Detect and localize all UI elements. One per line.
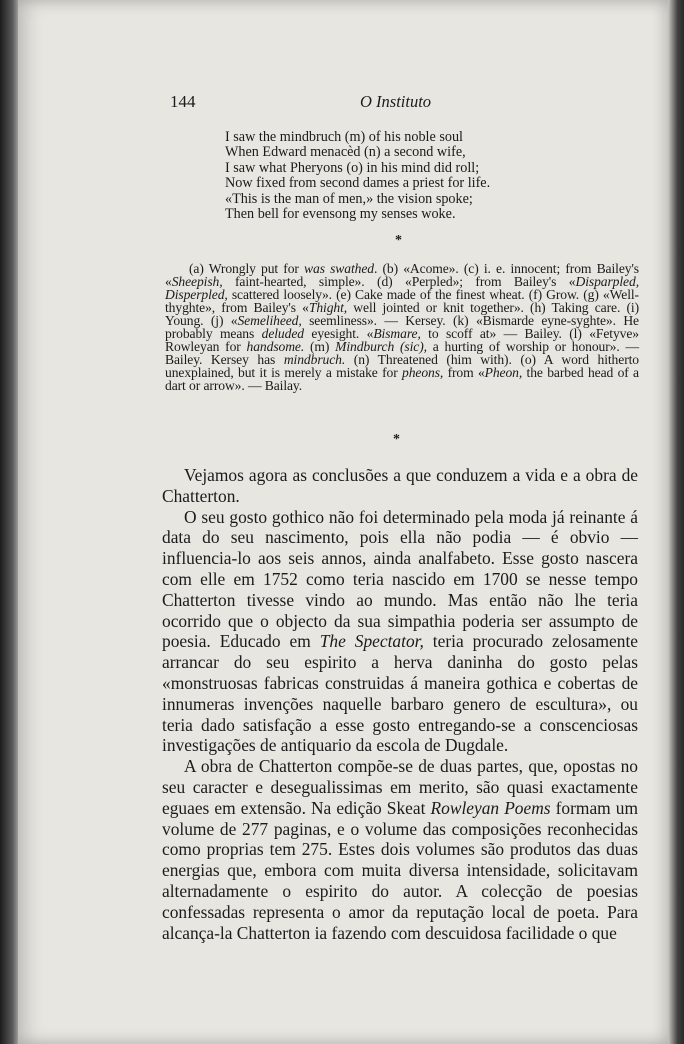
- poem-stanza: [225, 130, 545, 222]
- glossary-notes: (a) Wrongly put for was swathed. (b) «Acome». (c) i. e. innocent; from Bailey's «Sheepish, faint-hearted, simple». (d) «Perpled»; from Bailey's «Disparpled, Disperpled, scattered loosely». (e) Cake made of the finest wheat. (f) Grow. (g) «Well-thyghte», from Bailey's «Thight, well jointed or knit together». (h) Taking care. (i) Young. (j) «Semeliheed, seemliness». — Kersey. (k) «Bismarde eyne-syghte». He probably means deluded eyesight. «Bismare, to scoff at» — Bailey. (l) «Fetyve» Rowleyan for handsome. (m) Mindburch (sic), a hurting of worship or honour». — Bailey. Kersey has mindbruch. (n) Threatened (him with). (o) A word hitherto unexplained, but it is merely a mistake for pheons, from «Pheon, the barbed head of a dart or arrow». — Bailay.: [165, 261, 640, 394]
- paragraph: A obra de Chatterton compõe-se de duas partes, que, opostas no seu caracter e desegualissimas em merito, são quasi exactamente eguaes em extensão. Na edição Skeat Rowleyan Poems formam um volume de 277 paginas, e o volume das composições reconhecidas como proprias tem 275. Estes dois volumes são produtos das duas energias que, embora com muita diversa intensidade, solicitavam alternadamente o espirito do autor. A colecção de poesias confessadas representa o amor da reputação local de poeta. Para alcança-la Chatterton ia fazendo com descuidosa facilidade o que: [162, 756, 638, 943]
- book-gutter-shadow: [0, 0, 18, 1044]
- poem-line: I saw the mindbruch (m) of his noble soul: [225, 129, 463, 145]
- section-asterism: *: [395, 233, 402, 248]
- paragraph: O seu gosto gothico não foi determinado pela moda já reinante á data do seu nascimento, pois ella não podia — é obvio — influencia-lo aos seis annos, ainda analfabeto. Esse gosto nascera com elle em 1752 como teria nascido em 1700 se nesse tempo Chatterton tivesse vindo ao mundo. Mas então não lhe teria ocorrido que o objecto da sua simpathia poderia ser assumpto de poesia. Educado em The Spectator, teria procurado zelosamente arrancar do seu espirito a herva daninha do gosto pelas «monstruosas fabricas construidas á maneira gothica e cobertas de innumeras invenções naquelle barbaro genero de escultura», ou teria dado satisfação a esse gosto entregando-se a conscenciosas investigações de antiquario da escola de Dugdale.: [162, 506, 639, 756]
- poem-line: «This is the man of men,» the vision spoke;: [225, 190, 473, 207]
- poem-line: Now fixed from second dames a priest for life.: [225, 175, 491, 192]
- page-edge-shadow: [668, 0, 684, 1044]
- paragraph: Vejamos agora as conclusões a que conduzem a vida e a obra de Chatterton.: [162, 465, 638, 506]
- poem-line: I saw what Pheryons (o) in his mind did roll;: [225, 159, 480, 176]
- body-text: [162, 465, 638, 943]
- section-asterism: *: [393, 432, 400, 447]
- running-title: O Instituto: [360, 92, 432, 111]
- page-number: 144: [170, 92, 196, 111]
- poem-line: Then bell for evensong my senses woke.: [225, 206, 456, 223]
- poem-line: When Edward menacèd (n) a second wife,: [225, 144, 466, 161]
- page-header: [170, 92, 640, 114]
